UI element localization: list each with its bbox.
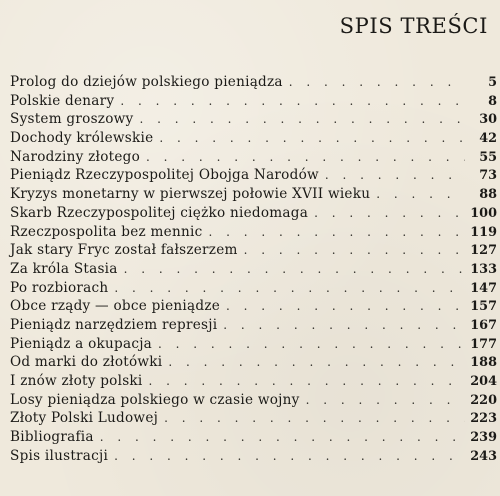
toc-entry-page: 239	[470, 430, 497, 446]
dot-leader	[162, 409, 465, 428]
toc-entry-title: Dochody królewskie	[10, 130, 154, 147]
toc-entry-page: 220	[470, 392, 497, 408]
toc-entry	[10, 316, 497, 335]
toc-entry-title: Prolog do dziejów polskiego pieniądza	[10, 74, 283, 90]
toc-entry	[10, 110, 497, 129]
dot-leader	[287, 73, 465, 92]
dot-leader	[304, 391, 465, 410]
toc-entry-page: 30	[479, 112, 497, 128]
toc-entry-page: 127	[470, 243, 497, 259]
toc-entry-page: 147	[470, 280, 497, 296]
toc-entry-title: Bibliografia	[10, 429, 94, 446]
toc-entry	[10, 92, 497, 111]
dot-leader	[224, 297, 465, 316]
toc-entry-title: Narodziny złotego	[10, 148, 141, 165]
toc-entry-title: Skarb Rzeczypospolitej ciężko niedomaga	[10, 204, 309, 221]
dot-leader	[323, 166, 465, 185]
toc-entry	[10, 353, 497, 372]
toc-entry-title: Pieniądz a okupacja	[10, 335, 153, 352]
toc-entry-title: Od marki do złotówki	[10, 354, 163, 371]
toc-entry-title: Złoty Polski Ludowej	[10, 410, 159, 427]
dot-leader	[156, 335, 465, 354]
toc-entry-page: 55	[479, 149, 497, 165]
toc-entry	[10, 129, 497, 148]
toc-entry	[10, 279, 497, 298]
toc-entry-title: Po rozbiorach	[10, 279, 109, 296]
dot-leader	[206, 223, 465, 242]
dot-leader	[221, 316, 465, 335]
toc-entry	[10, 204, 497, 223]
toc-entry-title: Kryzys monetarny w pierwszej połowie XVII wieku	[10, 186, 371, 203]
toc-entry-page: 188	[470, 355, 497, 371]
toc-entry-title: Obce rządy — obce pieniądze	[10, 298, 221, 315]
toc-entry	[10, 335, 497, 354]
toc-entry	[10, 428, 497, 447]
dot-leader	[112, 447, 465, 466]
toc-entry	[10, 447, 497, 466]
toc-entry-page: 8	[488, 93, 497, 109]
toc-entry-page: 119	[470, 224, 497, 240]
dot-leader	[118, 92, 465, 111]
toc-entry	[10, 260, 497, 279]
dot-leader	[242, 241, 465, 260]
toc-entry-title: I znów złoty polski	[10, 373, 143, 389]
toc-entry-page: 100	[470, 205, 497, 221]
dot-leader	[122, 260, 465, 279]
dot-leader	[147, 372, 465, 391]
toc-entry-title: System groszowy	[10, 111, 134, 128]
toc-entry-title: Pieniądz narzędziem represji	[10, 316, 218, 333]
toc-entry-page: 73	[479, 168, 497, 184]
toc-entry-page: 133	[470, 261, 497, 277]
toc-entry-page: 177	[470, 336, 497, 352]
dot-leader	[144, 148, 465, 167]
toc-entry-title: Jak stary Fryc został fałszerzem	[10, 242, 238, 259]
toc-entry	[10, 148, 497, 167]
page-title: SPIS TREŚCI	[339, 14, 488, 38]
toc-entry	[10, 73, 497, 92]
toc-entry-title: Za króla Stasia	[10, 260, 118, 277]
toc-entry	[10, 372, 497, 391]
dot-leader	[137, 110, 465, 129]
toc-entry	[10, 185, 497, 204]
table-of-contents	[10, 73, 497, 465]
toc-entry-title: Pieniądz Rzeczypospolitej Obojga Narodów	[10, 167, 319, 184]
toc-entry	[10, 166, 497, 185]
toc-entry	[10, 297, 497, 316]
toc-entry-page: 42	[479, 131, 497, 147]
toc-entry-page: 88	[479, 187, 497, 203]
dot-leader	[112, 279, 465, 298]
dot-leader	[312, 204, 465, 223]
toc-entry	[10, 409, 497, 428]
toc-entry-title: Rzeczpospolita bez mennic	[10, 223, 203, 240]
toc-entry-page: 5	[488, 75, 497, 90]
dot-leader	[98, 428, 465, 447]
dot-leader	[374, 185, 465, 204]
toc-entry	[10, 241, 497, 260]
toc-entry-title: Polskie denary	[10, 92, 115, 109]
toc-entry	[10, 223, 497, 242]
toc-entry	[10, 391, 497, 410]
toc-entry-page: 204	[470, 374, 497, 389]
toc-entry-page: 167	[470, 317, 497, 333]
toc-entry-title: Losy pieniądza polskiego w czasie wojny	[10, 391, 300, 408]
toc-entry-title: Spis ilustracji	[10, 447, 109, 464]
dot-leader	[157, 129, 465, 148]
toc-entry-page: 223	[470, 411, 497, 427]
toc-entry-page: 243	[470, 448, 497, 464]
toc-entry-page: 157	[470, 299, 497, 315]
dot-leader	[166, 353, 465, 372]
